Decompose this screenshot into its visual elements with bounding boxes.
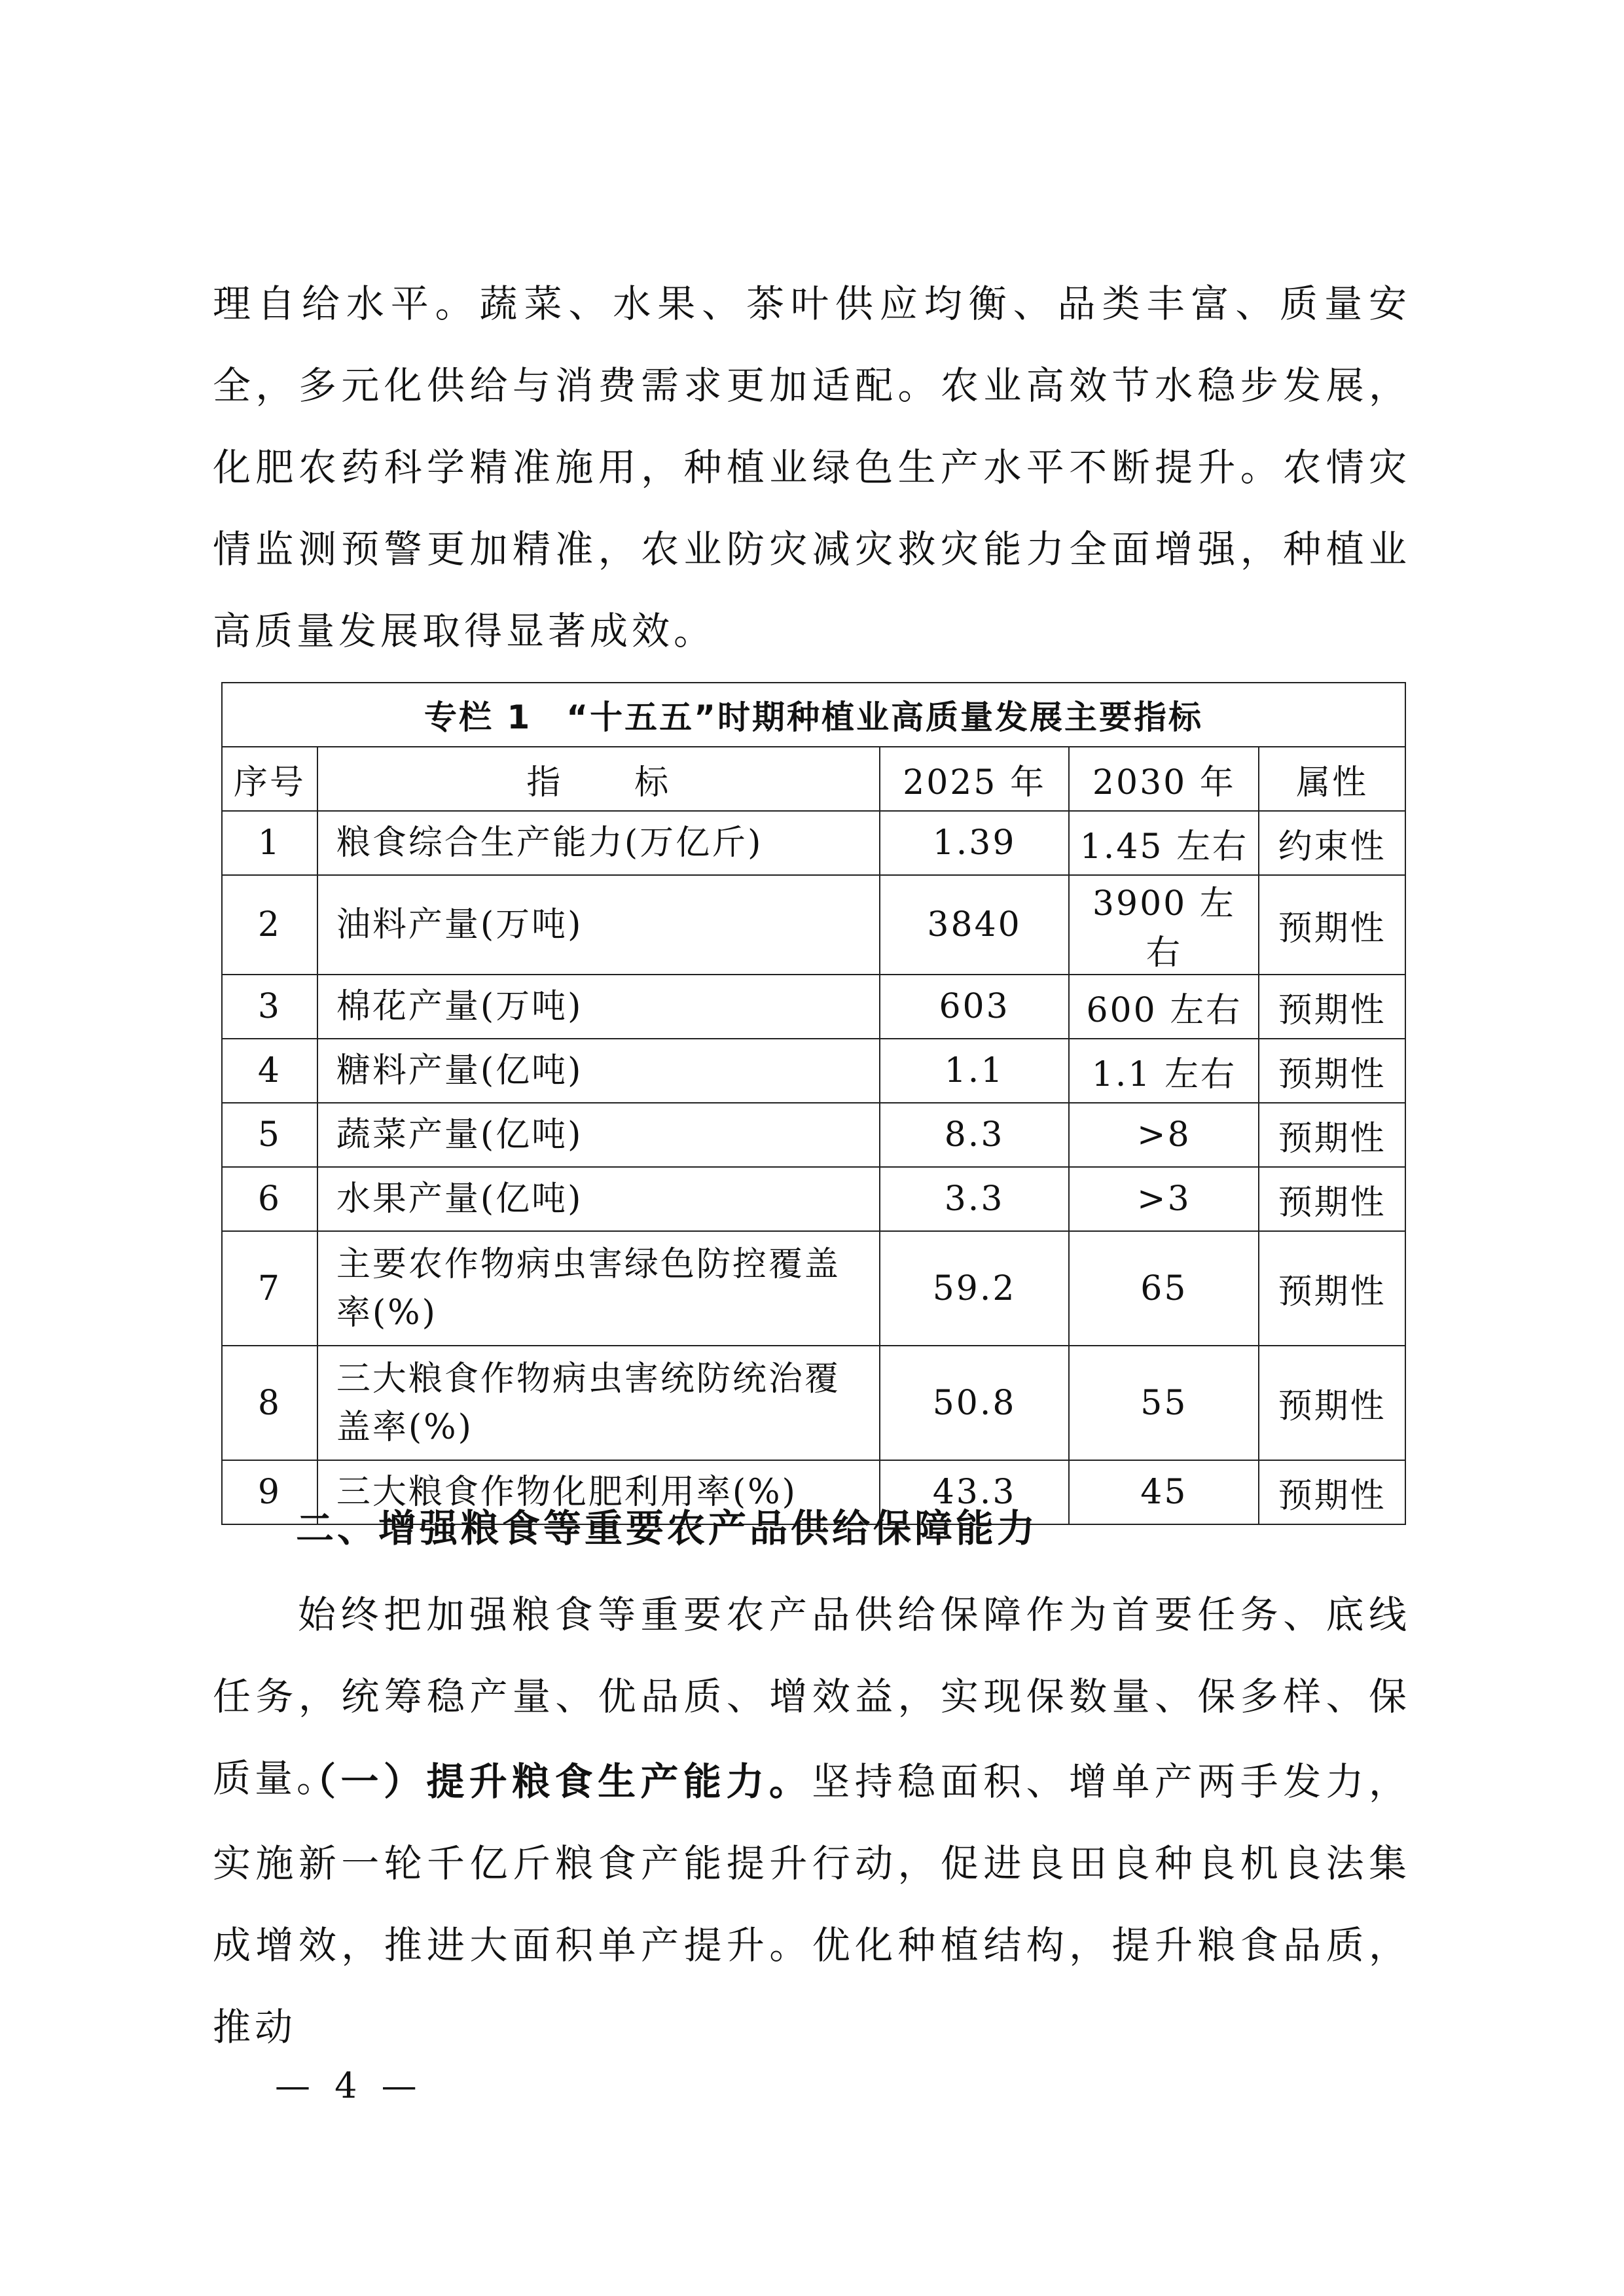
cell-attribute: 预期性: [1259, 1460, 1405, 1524]
cell-indicator: 糖料产量(亿吨): [317, 1039, 880, 1103]
body-paragraph: [213, 1741, 1411, 2068]
cell-indicator: 三大粮食作物病虫害统防统治覆盖率(%): [317, 1346, 880, 1460]
cell-indicator: 三大粮食作物化肥利用率(%): [317, 1460, 880, 1524]
page-number: — 4 —: [275, 2065, 424, 2106]
body-paragraph: 始终把加强粮食等重要农产品供给保障作为首要任务、底线任务，统筹稳产量、优品质、增效益，实现保数量、保多样、保质量。: [213, 1592, 1411, 1801]
cell-no: 3: [222, 975, 317, 1039]
table-row: [222, 1346, 1405, 1460]
cell-attribute: 预期性: [1259, 1346, 1405, 1460]
table-caption: 专栏 1 “十五五”时期种植业高质量发展主要指标: [222, 683, 1405, 747]
cell-indicator: 主要农作物病虫害绿色防控覆盖率(%): [317, 1231, 880, 1346]
cell-attribute: 预期性: [1259, 875, 1405, 975]
cell-2030: >8: [1069, 1103, 1259, 1167]
cell-indicator: 棉花产量(万吨): [317, 975, 880, 1039]
cell-2030: 65: [1069, 1231, 1259, 1346]
indicator-table: [221, 682, 1406, 1525]
table-caption-row: [222, 683, 1405, 747]
cell-2025: 3840: [880, 875, 1070, 975]
header-2030: 2030 年: [1069, 747, 1259, 811]
cell-no: 6: [222, 1167, 317, 1231]
cell-attribute: 预期性: [1259, 1039, 1405, 1103]
table-header-row: [222, 747, 1405, 811]
cell-no: 4: [222, 1039, 317, 1103]
cell-attribute: 预期性: [1259, 1231, 1405, 1346]
cell-no: 1: [222, 811, 317, 875]
cell-2030: 55: [1069, 1346, 1259, 1460]
table-row: [222, 811, 1405, 875]
cell-attribute: 预期性: [1259, 1167, 1405, 1231]
body-paragraph: 理自给水平。蔬菜、水果、茶叶供应均衡、品类丰富、质量安全，多元化供给与消费需求更加适配。农业高效节水稳步发展，化肥农药科学精准施用，种植业绿色生产水平不断提升。农情灾情监测预警更加精准，农业防灾减灾救灾能力全面增强，种植业高质量发展取得显著成效。: [213, 281, 1411, 653]
header-2025: 2025 年: [880, 747, 1070, 811]
cell-indicator: 蔬菜产量(亿吨): [317, 1103, 880, 1167]
cell-no: 2: [222, 875, 317, 975]
table-row: [222, 1103, 1405, 1167]
table-row: [222, 1039, 1405, 1103]
cell-2025: 43.3: [880, 1460, 1070, 1524]
table-row: [222, 1167, 1405, 1231]
table-row: [222, 875, 1405, 975]
cell-no: 8: [222, 1346, 317, 1460]
cell-2025: 603: [880, 975, 1070, 1039]
header-no: 序号: [222, 747, 317, 811]
paragraph-lead-heading: （一）提升粮食生产能力。: [298, 1759, 812, 1804]
section-heading: 二、增强粮食等重要农产品供给保障能力: [296, 1506, 1039, 1551]
cell-attribute: 约束性: [1259, 811, 1405, 875]
cell-attribute: 预期性: [1259, 975, 1405, 1039]
cell-2025: 59.2: [880, 1231, 1070, 1346]
cell-2025: 8.3: [880, 1103, 1070, 1167]
cell-attribute: 预期性: [1259, 1103, 1405, 1167]
cell-2030: >3: [1069, 1167, 1259, 1231]
cell-2030: 600 左右: [1069, 975, 1259, 1039]
header-attribute: 属性: [1259, 747, 1405, 811]
cell-2030: 3900 左右: [1069, 875, 1259, 975]
cell-no: 9: [222, 1460, 317, 1524]
cell-2030: 45: [1069, 1460, 1259, 1524]
paragraph-body-text: 坚持稳面积、增单产两手发力，实施新一轮千亿斤粮食产能提升行动，促进良田良种良机良法集成增效，推进大面积单产提升。优化种植结构，提升粮食品质，推动: [213, 1759, 1411, 2049]
table-row: [222, 975, 1405, 1039]
cell-2025: 1.1: [880, 1039, 1070, 1103]
cell-2030: 1.45 左右: [1069, 811, 1259, 875]
cell-2025: 50.8: [880, 1346, 1070, 1460]
cell-no: 7: [222, 1231, 317, 1346]
cell-2025: 1.39: [880, 811, 1070, 875]
cell-no: 5: [222, 1103, 317, 1167]
header-indicator: 指 标: [317, 747, 880, 811]
cell-2025: 3.3: [880, 1167, 1070, 1231]
cell-indicator: 粮食综合生产能力(万亿斤): [317, 811, 880, 875]
cell-2030: 1.1 左右: [1069, 1039, 1259, 1103]
cell-indicator: 油料产量(万吨): [317, 875, 880, 975]
cell-indicator: 水果产量(亿吨): [317, 1167, 880, 1231]
table-row: [222, 1231, 1405, 1346]
